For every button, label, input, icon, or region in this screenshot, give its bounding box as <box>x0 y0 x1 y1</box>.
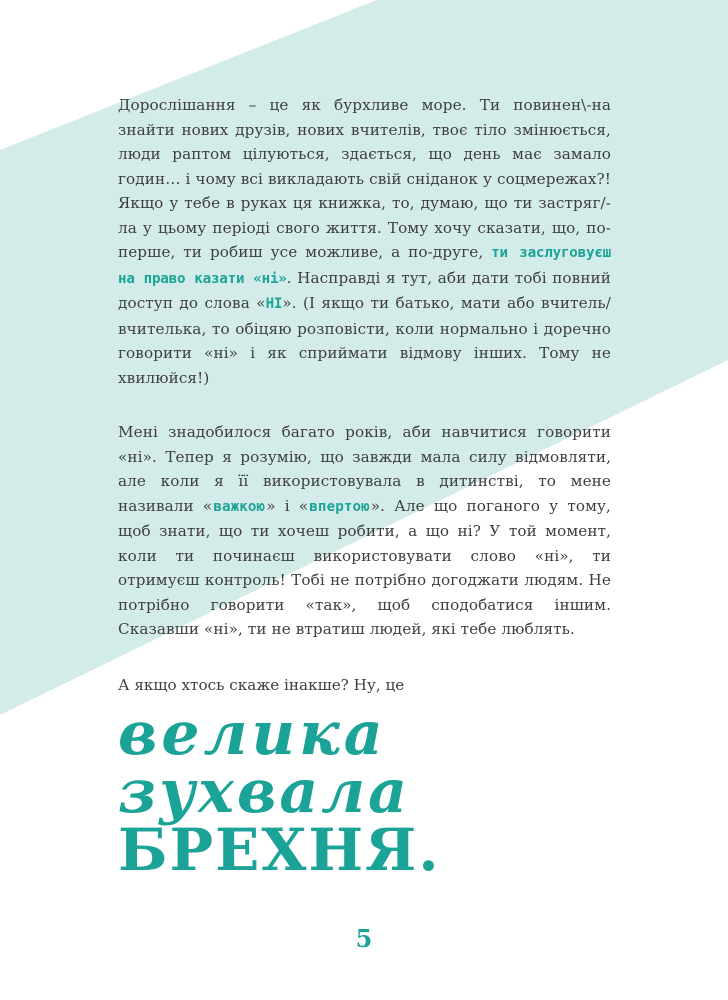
paragraph-1-part-1: Дорослішання – це як бурхливе море. Ти повинен\-на знайти нових друзів, нових вчителів, твоє тіло змінюється, люди раптом цілуються, здається, що день має замало годин… і чому всі викладають свій сніданок у соцмережах?! Якщо у тебе в руках ця книжка, то, думаю, що ти застряг/-ла у цьому періоді свого життя. Тому хочу сказати, що, по-перше, ти робиш усе можливе, а по-друге, <box>118 96 611 261</box>
big-word-brekhnia: БРЕХНЯ. <box>118 816 441 884</box>
paragraph-2 <box>118 420 611 642</box>
big-word-zukhvala: зухвала <box>118 757 411 827</box>
highlight-stubborn: впертою <box>309 498 370 515</box>
big-word-velyka: велика <box>118 699 387 769</box>
page-number: 5 <box>355 924 373 953</box>
highlight-no: НІ <box>265 296 283 312</box>
paragraph-2-text <box>118 420 611 642</box>
paragraph-1 <box>118 93 611 390</box>
paragraph-1-text <box>118 93 611 390</box>
lead-line: А якщо хтось скаже інакше? Ну, це <box>118 676 405 694</box>
paragraph-2-part-3: ». Але що поганого у тому, щоб знати, що ти хочеш робити, а що ні? У той момент, коли ти починаєш використовувати слово «ні», ти отримуєш контроль! Тобі не потрібно догоджати людям. Не потрібно говорити «так», щоб сподобатися іншим. Сказавши «ні», ти не втратиш людей, які тебе люблять. <box>118 496 611 638</box>
paragraph-1-part-2: . Насправді я тут, аби дати тобі повний доступ до слова « <box>118 268 611 312</box>
highlight-difficult: важкою <box>213 498 266 515</box>
highlight-right-to-say-no: ти заслуговуєш на право казати «ні» <box>118 245 611 287</box>
paragraph-2-part-2: » і « <box>266 496 309 515</box>
paragraph-1-part-3: ». (І якщо ти батько, мати або вчитель/вчителька, то обіцяю розповісти, коли нормально і доречно говорити «ні» і як сприймати відмову інших. Тому не хвилюйся!) <box>118 294 611 387</box>
paragraph-2-part-1: Мені знадобилося багато років, аби навчитися говорити «ні». Тепер я розумію, що завжди мала силу відмовляти, але коли я її використовувала в дитинстві, то мене називали « <box>118 423 611 515</box>
